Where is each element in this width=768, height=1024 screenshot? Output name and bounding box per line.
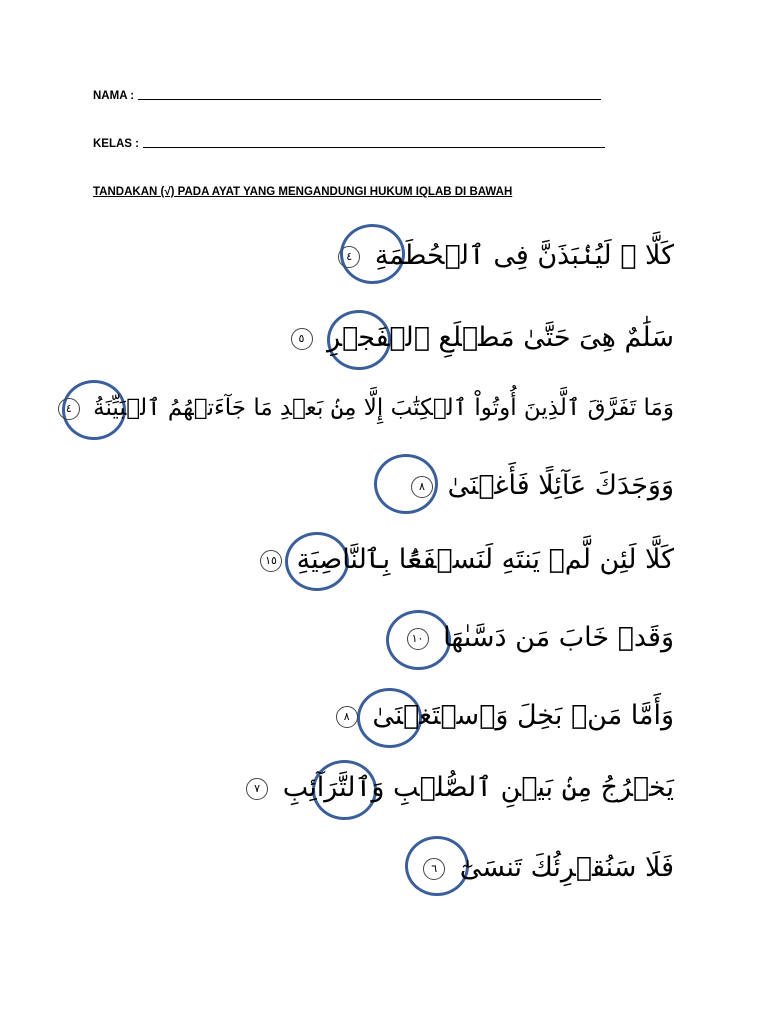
ayat-row [0,310,768,380]
ayat-row [0,380,768,450]
ayat-number-marker: ١٥ [260,550,282,572]
ayat-verse: وَوَجَدَكَ عَآئِلًا فَأَغۡنَىٰ [447,470,674,501]
ayat-text [246,774,674,801]
ayat-verse: كَلَّا لَئِن لَّمۡ يَنتَهِ لَنَسۡفَعًۢا بِٱلنَّاصِيَةِ [296,544,674,575]
ayat-text [411,472,674,499]
ayat-text [338,242,674,269]
ayat-row [0,836,768,906]
ayat-number-marker: ٧ [246,778,268,800]
kelas-input-line[interactable] [143,146,605,148]
kelas-label: KELAS : [93,138,139,150]
ayat-text [407,624,674,651]
ayat-number-marker: ٤ [338,246,360,268]
ayat-verse: سَلَٰمٌ هِىَ حَتَّىٰ مَطۡلَعِ ٱلۡفَجۡرِ [327,322,674,353]
nama-label: NAMA : [93,90,135,102]
ayat-verse: وَمَا تَفَرَّقَ ٱلَّذِينَ أُوتُواْ ٱلۡكِتَٰبَ إِلَّا مِنۢ بَعۡدِ مَا جَآءَتۡهُمُ ٱلۡبَيِّنَةُ [93,395,674,421]
ayat-row [0,222,768,292]
ayat-number-marker: ٨ [336,706,358,728]
nama-input-line[interactable] [138,98,601,100]
ayat-verse: كَلَّا ۖ لَيُنۢبَذَنَّ فِى ٱلۡحُطَمَةِ [374,240,674,271]
ayat-number-marker: ١٠ [407,628,429,650]
ayat-row [0,532,768,602]
ayat-text [423,854,674,881]
ayat-number-marker: ٨ [411,476,433,498]
ayat-text [336,702,674,729]
ayat-verse: وَقَدۡ خَابَ مَن دَسَّىٰهَا [443,622,674,653]
ayat-number-marker: ٥ [291,328,313,350]
ayat-number-marker: ٦ [423,858,445,880]
nama-field [93,90,601,102]
kelas-field [93,138,605,150]
ayat-text [291,324,674,351]
ayat-row [0,688,768,758]
ayat-text [58,397,674,420]
ayat-verse: وَأَمَّا مَنۢ بَخِلَ وَٱسۡتَغۡنَىٰ [372,700,674,731]
ayat-number-marker: ٤ [58,398,80,420]
ayat-text [260,546,674,573]
ayat-row [0,760,768,830]
ayat-verse: يَخۡرُجُ مِنۢ بَيۡنِ ٱلصُّلۡبِ وَٱلتَّرَآئِبِ [282,772,674,803]
ayat-row [0,454,768,524]
ayat-row [0,610,768,680]
instruction: TANDAKAN (√) PADA AYAT YANG MENGANDUNGI HUKUM IQLAB DI BAWAH [93,186,513,198]
ayat-verse: فَلَا سَنُقۡرِئُكَ تَنسَىٰٓ [459,852,674,883]
